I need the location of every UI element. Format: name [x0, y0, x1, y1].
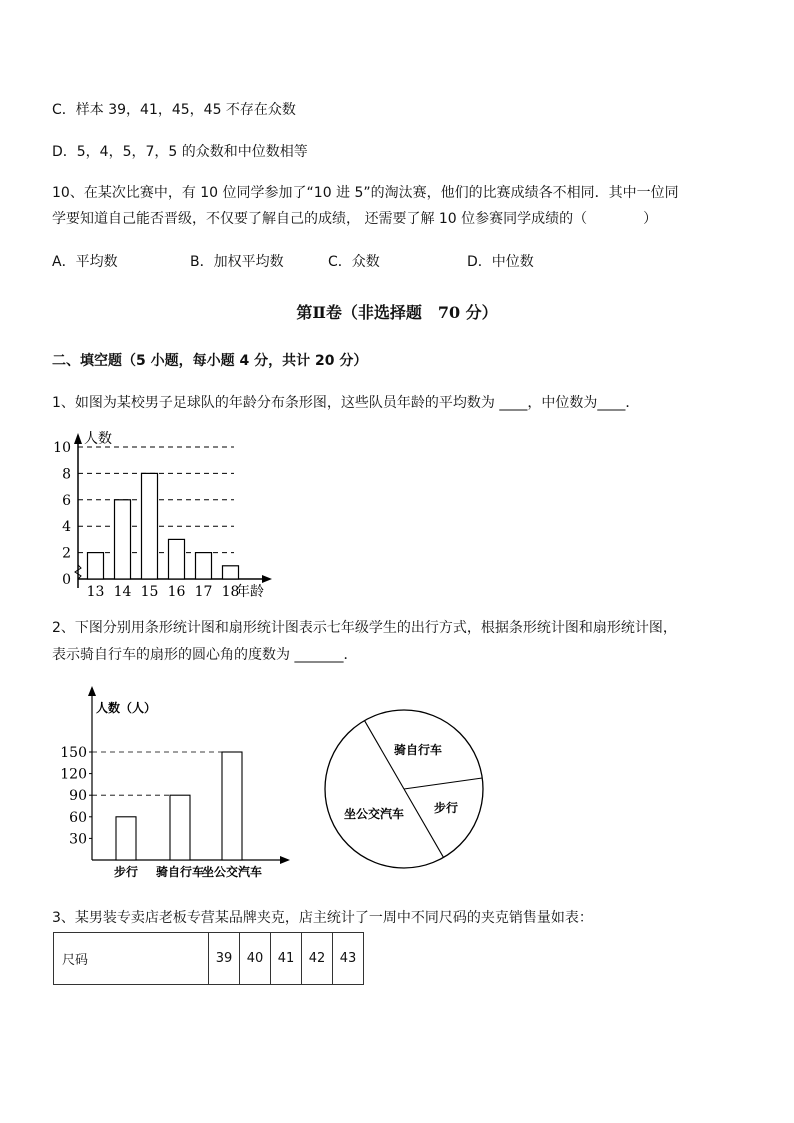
y-axis-label: 人数（人）	[96, 701, 157, 715]
y-axis-label: 人数	[84, 431, 112, 447]
table-row	[54, 933, 364, 985]
table-cell: 42	[302, 933, 333, 985]
y-tick-label: 10	[53, 440, 71, 456]
q10-option-b: B．加权平均数	[190, 254, 284, 270]
x-tick-label: 骑自行车	[155, 865, 205, 879]
y-tick-label: 8	[62, 466, 71, 483]
x-tick-label: 坐公交汽车	[201, 865, 263, 879]
question-1: 1、如图为某校男子足球队的年龄分布条形图，这些队员年龄的平均数为 ____，中位数为____．	[52, 395, 640, 411]
x-axis-arrow	[280, 856, 290, 864]
y-tick-label: 0	[62, 572, 71, 588]
q10-option-a: A．平均数	[52, 254, 118, 270]
table-label-cell: 尺码	[54, 933, 209, 985]
travel-pie-chart	[320, 705, 490, 875]
y-tick-label: 150	[60, 745, 87, 761]
x-axis-label: 年龄	[236, 584, 264, 600]
bar	[88, 553, 104, 579]
x-axis-arrow	[262, 575, 272, 583]
slice-label-bicycle: 骑自行车	[394, 743, 443, 757]
y-tick-label: 2	[62, 545, 71, 562]
y-tick-label: 120	[60, 766, 87, 783]
y-axis-arrow	[88, 686, 96, 696]
bar	[169, 539, 185, 579]
size-table	[53, 932, 364, 985]
table-cell: 39	[209, 933, 240, 985]
bar	[222, 752, 242, 860]
x-tick-label: 18	[221, 584, 240, 600]
bar	[223, 566, 239, 579]
y-tick-label: 60	[69, 809, 87, 826]
q10-option-d: D．中位数	[467, 254, 534, 270]
question-10-line2: 学要知道自己能否晋级，不仅要了解自己的成绩， 还需要了解 10 位参赛同学成绩的（ ）	[52, 211, 658, 227]
question-3: 3、某男装专卖店老板专营某品牌夹克，店主统计了一周中不同尺码的夹克销售量如表：	[52, 910, 593, 926]
x-tick-label: 13	[86, 584, 105, 600]
table-cell: 40	[240, 933, 271, 985]
x-tick-label: 步行	[113, 865, 139, 879]
bar	[196, 553, 212, 579]
option-d: D．5，4，5，7，5 的众数和中位数相等	[52, 144, 308, 160]
x-tick-label: 17	[194, 584, 213, 600]
table-cell: 41	[271, 933, 302, 985]
x-tick-label: 16	[167, 584, 186, 600]
section-title: 二、填空题（5 小题，每小题 4 分，共计 20 分）	[52, 353, 368, 369]
part-title: 第Ⅱ卷（非选择题 70 分）	[296, 303, 498, 322]
table-cell: 43	[333, 933, 364, 985]
question-2-line1: 2、下图分别用条形统计图和扇形统计图表示七年级学生的出行方式，根据条形统计图和扇形统计图，	[52, 620, 677, 636]
slice-label-bus: 坐公交汽车	[344, 807, 405, 821]
bar	[142, 473, 158, 579]
age-bar-chart	[40, 428, 280, 603]
bar	[170, 795, 190, 860]
bar	[116, 817, 136, 860]
bar	[115, 500, 131, 579]
question-2-line2: 表示骑自行车的扇形的圆心角的度数为 _______．	[52, 647, 358, 663]
q10-option-c: C．众数	[328, 254, 380, 270]
travel-bar-chart	[60, 680, 300, 885]
y-tick-label: 30	[69, 831, 87, 848]
y-tick-label: 90	[69, 788, 87, 805]
option-c: C．样本 39，41，45，45 不存在众数	[52, 102, 296, 118]
x-tick-label: 15	[140, 584, 159, 600]
y-tick-label: 4	[62, 519, 71, 536]
slice-label-walking: 步行	[434, 801, 459, 815]
y-axis-arrow	[74, 433, 82, 444]
x-tick-label: 14	[113, 584, 132, 600]
y-tick-label: 6	[62, 492, 71, 509]
question-10-line1: 10、在某次比赛中，有 10 位同学参加了“10 进 5”的淘汰赛，他们的比赛成绩各不相同．其中一位同	[52, 185, 679, 201]
